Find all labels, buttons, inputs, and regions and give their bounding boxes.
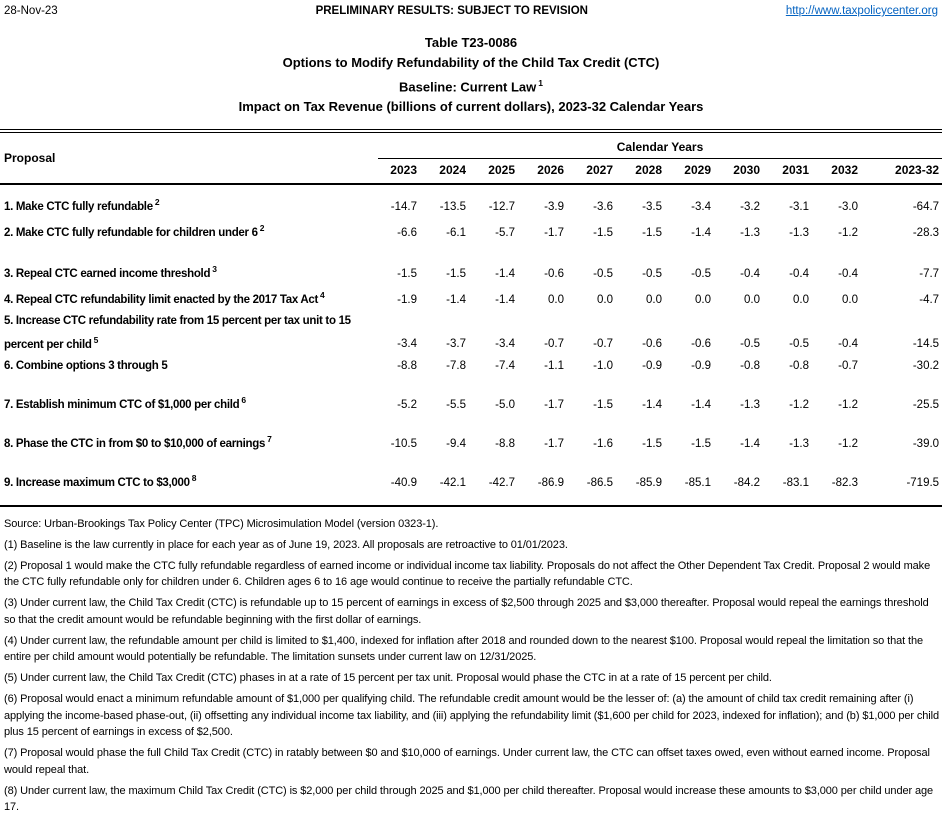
- table-row: [0, 416, 942, 455]
- value-cell: -7.7: [919, 267, 940, 280]
- value-cell: -1.2: [789, 399, 809, 412]
- value-cell: -83.1: [782, 476, 809, 489]
- proposal-label: 8. Phase the CTC in from $0 to $10,000 of earnings $^7$: [4, 434, 272, 451]
- footnote: (5) Under current law, the Child Tax Credit (CTC) phases in at a rate of 15 percent per tax unit. Proposal would phase the CTC in at a rate of 15 percent per child.: [4, 672, 772, 685]
- value-cell: 0.0: [744, 293, 760, 306]
- value-cell: -1.3: [740, 399, 760, 412]
- value-cell: -5.2: [397, 399, 417, 412]
- value-cell: -0.5: [642, 267, 662, 280]
- proposal-label: 1. Make CTC fully refundable $^2$: [4, 197, 160, 214]
- footnote: (1) Baseline is the law currently in place for each year as of June 19, 2023. All proposals are retroactive to 01/01/2023.: [4, 538, 568, 551]
- value-cell: -1.5: [446, 267, 466, 280]
- value-cell: -0.5: [740, 338, 760, 351]
- column-header-2032: 2032: [819, 159, 868, 185]
- table-row: [0, 377, 942, 416]
- value-cell: -1.5: [593, 226, 613, 239]
- value-cell: -84.2: [733, 476, 760, 489]
- table-row: [0, 285, 942, 311]
- value-cell: -1.4: [642, 399, 662, 412]
- column-header-2031: 2031: [770, 159, 819, 185]
- value-cell: -3.2: [740, 201, 760, 214]
- footnote-ref: 6: [241, 395, 246, 406]
- value-cell: -9.4: [446, 438, 466, 451]
- report-date: 28-Nov-23: [4, 5, 58, 17]
- taxpolicycenter-link[interactable]: http://www.taxpolicycenter.org: [785, 5, 938, 17]
- value-cell: -0.8: [789, 360, 809, 373]
- value-cell: -86.5: [586, 476, 613, 489]
- value-cell: -1.4: [740, 438, 760, 451]
- value-cell: -1.2: [838, 438, 858, 451]
- value-cell: -1.1: [544, 360, 564, 373]
- value-cell: -1.5: [397, 267, 417, 280]
- value-cell: -0.4: [740, 267, 760, 280]
- value-cell: -3.5: [642, 201, 662, 214]
- value-cell: -1.5: [593, 399, 613, 412]
- value-cell: -1.4: [446, 293, 466, 306]
- value-cell: 0.0: [548, 293, 564, 306]
- value-cell: 0.0: [842, 293, 858, 306]
- footnote: Source: Urban-Brookings Tax Policy Center (TPC) Microsimulation Model (version 0323-1).: [4, 517, 439, 530]
- table-row: [0, 355, 942, 377]
- table-body: [0, 184, 942, 506]
- value-cell: -30.2: [912, 360, 940, 373]
- table-subject-title: Options to Modify Refundability of the Child Tax Credit (CTC): [282, 55, 660, 70]
- value-cell: -14.5: [912, 338, 940, 351]
- value-cell: -1.3: [789, 438, 809, 451]
- value-cell: -0.7: [544, 338, 564, 351]
- value-cell: -1.3: [740, 226, 760, 239]
- value-cell: -40.9: [390, 476, 417, 489]
- column-header-2024: 2024: [427, 159, 476, 185]
- value-cell: -3.6: [593, 201, 613, 214]
- table-number-title: Table T23-0086: [424, 35, 518, 50]
- value-cell: -1.7: [544, 438, 564, 451]
- value-cell: 0.0: [646, 293, 662, 306]
- value-cell: -0.6: [544, 267, 564, 280]
- footnote: (7) Proposal would phase the full Child Tax Credit (CTC) in ratably between $0 and $10,000 of earnings. Under current law, the CTC can offset taxes owed, even without earned income. Proposal would repeal that.: [4, 747, 930, 776]
- table-header: [0, 131, 942, 184]
- calendar-years-group-header: Calendar Years: [378, 131, 942, 159]
- value-cell: -0.6: [691, 338, 711, 351]
- value-cell: -0.5: [593, 267, 613, 280]
- value-cell: -1.4: [691, 399, 711, 412]
- value-cell: -39.0: [912, 438, 940, 451]
- value-cell: -42.1: [439, 476, 466, 489]
- value-cell: -1.5: [691, 438, 711, 451]
- value-cell: -25.5: [912, 399, 940, 412]
- proposal-label: 7. Establish minimum CTC of $1,000 per child $^6$: [4, 395, 246, 412]
- value-cell: -3.7: [446, 338, 466, 351]
- value-cell: -82.3: [831, 476, 858, 489]
- preliminary-banner: PRELIMINARY RESULTS: SUBJECT TO REVISION: [315, 5, 588, 17]
- title-block: [0, 33, 942, 117]
- value-cell: -1.2: [838, 226, 858, 239]
- value-cell: -5.5: [446, 399, 466, 412]
- value-cell: -4.7: [919, 293, 940, 306]
- table-row: [0, 184, 942, 218]
- column-header-2023-32: 2023-32: [868, 159, 942, 185]
- column-header-2023: 2023: [378, 159, 427, 185]
- footnote-ref: 5: [93, 334, 99, 345]
- value-cell: -1.7: [544, 226, 564, 239]
- value-cell: -1.5: [642, 438, 662, 451]
- value-cell: 0.0: [695, 293, 711, 306]
- footnote: (8) Under current law, the maximum Child Tax Credit (CTC) is $2,000 per child through 2025 and $1,000 per child thereafter. Proposal would increase these amounts to $3,000 per child under age 17.: [4, 784, 934, 814]
- revenue-impact-table: [0, 129, 942, 507]
- value-cell: -86.9: [537, 476, 564, 489]
- value-cell: -1.3: [789, 226, 809, 239]
- value-cell: -13.5: [439, 201, 466, 214]
- footnote: (2) Proposal 1 would make the CTC fully refundable regardless of earned income or individual income tax liability. Proposals do not affect the Other Dependent Tax Credit. Proposal 2 would make the CTC fully refundable only for children under 6. Children ages 6 to 16 age would continue to receive the partially refundable CTC.: [4, 559, 931, 589]
- value-cell: -3.1: [789, 201, 809, 214]
- value-cell: -6.1: [446, 226, 466, 239]
- value-cell: -1.6: [593, 438, 613, 451]
- baseline-title: Baseline: Current Law $^1$: [399, 78, 543, 95]
- value-cell: -1.4: [691, 226, 711, 239]
- proposal-label: 5. Increase CTC refundability rate from 15 percent per tax unit to 15 percent per child $^5$: [4, 314, 351, 351]
- value-cell: -85.9: [635, 476, 662, 489]
- footnote: (4) Under current law, the refundable amount per child is limited to $1,400, indexed for inflation after 2018 and rounded down to the nearest $100. Proposal would repeal the limitation so that the entire per child amount would potentially be refundable. The limitation sunsets under current law on 12/31/2025.: [4, 634, 924, 664]
- value-cell: -14.7: [390, 201, 417, 214]
- value-cell: -3.4: [397, 338, 417, 351]
- value-cell: -85.1: [684, 476, 711, 489]
- value-cell: 0.0: [793, 293, 809, 306]
- baseline-footnote-ref: 1: [538, 78, 543, 88]
- value-cell: -0.7: [838, 360, 858, 373]
- proposal-label: 3. Repeal CTC earned income threshold $^3$: [4, 263, 217, 280]
- value-cell: -8.8: [495, 438, 515, 451]
- value-cell: -7.8: [446, 360, 466, 373]
- value-cell: 0.0: [597, 293, 613, 306]
- impact-title: Impact on Tax Revenue (billions of current dollars), 2023-32 Calendar Years: [238, 99, 704, 115]
- proposal-label: 6. Combine options 3 through 5: [4, 360, 168, 373]
- footnote-ref: 3: [212, 263, 217, 274]
- table-row: [0, 218, 942, 244]
- value-cell: -64.7: [912, 201, 940, 214]
- proposal-label: 2. Make CTC fully refundable for children under 6 $^2$: [4, 223, 265, 239]
- value-cell: -0.9: [691, 360, 711, 373]
- value-cell: -0.5: [691, 267, 711, 280]
- table-row: [0, 455, 942, 506]
- column-header-2027: 2027: [574, 159, 623, 185]
- value-cell: -0.8: [740, 360, 760, 373]
- table-row: [0, 311, 942, 356]
- value-cell: -5.7: [495, 226, 515, 239]
- value-cell: -6.6: [397, 226, 417, 239]
- value-cell: -0.4: [838, 338, 858, 351]
- value-cell: -1.9: [397, 293, 417, 306]
- footnote-ref: 7: [267, 434, 272, 445]
- value-cell: -0.5: [789, 338, 809, 351]
- proposal-label: 9. Increase maximum CTC to $3,000 $^8$: [4, 473, 197, 489]
- value-cell: -0.4: [789, 267, 809, 280]
- value-cell: -1.7: [544, 399, 564, 412]
- value-cell: -3.4: [691, 201, 711, 214]
- value-cell: -3.4: [495, 338, 515, 351]
- value-cell: -0.6: [642, 338, 662, 351]
- column-header-2025: 2025: [476, 159, 525, 185]
- value-cell: -5.0: [495, 399, 515, 412]
- value-cell: -0.9: [642, 360, 662, 373]
- footnotes: [0, 507, 942, 816]
- column-header-2029: 2029: [672, 159, 721, 185]
- footnote-ref: 8: [191, 473, 197, 484]
- column-header-2026: 2026: [525, 159, 574, 185]
- column-header-2028: 2028: [623, 159, 672, 185]
- value-cell: -1.4: [495, 267, 515, 280]
- value-cell: -3.0: [838, 201, 858, 214]
- footnote: (6) Proposal would enact a minimum refundable amount of $1,000 per qualifying child. The refundable credit amount would be the lesser of: (a) the amount of child tax credit remaining after (i) applying the income-based phase-out, (ii) offsetting any individual income tax liability, and (iii) applying the refundability limit ($1,600 per child for 2023, indexed for inflation); and (b) $1,000 per child plus 15 percent of earnings in excess of $2,500.: [4, 693, 940, 739]
- value-cell: -42.7: [488, 476, 515, 489]
- column-header-2030: 2030: [721, 159, 770, 185]
- footnote-ref: 2: [154, 197, 160, 208]
- value-cell: -3.9: [544, 201, 564, 214]
- value-cell: -719.5: [906, 476, 940, 489]
- value-cell: -0.4: [838, 267, 858, 280]
- top-meta-row: [0, 0, 942, 17]
- footnote-ref: 2: [259, 223, 265, 234]
- value-cell: -8.8: [397, 360, 417, 373]
- value-cell: -0.7: [593, 338, 613, 351]
- proposal-label: 4. Repeal CTC refundability limit enacted by the 2017 Tax Act $^4$: [4, 289, 325, 306]
- table-row: [0, 244, 942, 285]
- proposal-column-header: Proposal: [0, 131, 378, 184]
- value-cell: -1.4: [495, 293, 515, 306]
- value-cell: -10.5: [390, 438, 417, 451]
- value-cell: -1.2: [838, 399, 858, 412]
- value-cell: -12.7: [488, 201, 515, 214]
- footnote-ref: 4: [320, 289, 325, 300]
- footnote: (3) Under current law, the Child Tax Credit (CTC) is refundable up to 15 percent of earnings in excess of $2,500 through 2025 and $3,000 thereafter. Proposal would repeal the earnings threshold so that the credit amount would be refundable beginning with the first dollar of earnings.: [4, 597, 929, 626]
- value-cell: -7.4: [495, 360, 515, 373]
- value-cell: -1.0: [593, 360, 613, 373]
- value-cell: -28.3: [912, 226, 940, 239]
- value-cell: -1.5: [642, 226, 662, 239]
